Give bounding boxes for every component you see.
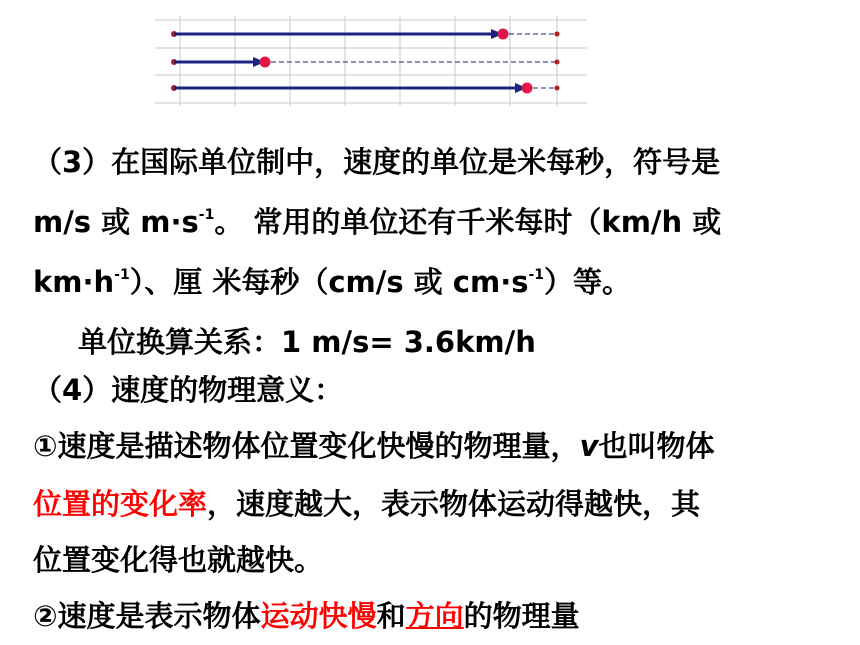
para3-line3-b: ）、厘 米每秒（cm/s 或 cm·s <box>129 265 529 299</box>
motion-arrows-diagram <box>155 16 587 106</box>
para3-line1-text: （3）在国际单位制中，速度的单位是米每秒，符号是 <box>33 145 721 179</box>
para3-line2-b: 。 常用的单位还有千米每时（km/h 或 <box>214 205 722 239</box>
para3-line2-sup: -1 <box>198 207 215 223</box>
para4-line4-mid: 和 <box>376 599 406 633</box>
para3-line3-sup2: -1 <box>528 267 545 283</box>
para4-line4-b: 的物理量 <box>463 599 580 633</box>
para3-line3-c: ）等。 <box>544 265 632 299</box>
rate-of-change-highlight: 位置的变化率 <box>33 487 208 521</box>
para3-line1 <box>33 142 720 182</box>
speed-highlight: 运动快慢 <box>260 599 377 633</box>
para4-line2-b: ，速度越大，表示物体运动得越快，其 <box>207 487 701 521</box>
para4-line3-text: 位置变化得也就越快。 <box>33 543 324 577</box>
velocity-symbol: v <box>579 429 599 463</box>
conversion-text: 单位换算关系：1 m/s= 3.6km/h <box>78 325 536 359</box>
para4-line1-b: 也叫物体 <box>598 429 715 463</box>
para3-line3-sup: -1 <box>114 267 130 283</box>
para3-line2 <box>33 202 721 242</box>
para4-heading <box>33 370 343 410</box>
arrow-row-1 <box>171 29 560 40</box>
para4-line1-a: ①速度是描述物体位置变化快慢的物理量， <box>33 429 580 463</box>
para4-line4 <box>33 596 580 636</box>
para3-line3-a: km·h <box>33 265 115 299</box>
arrow-row-3 <box>171 83 560 94</box>
direction-highlight: 方向 <box>405 599 464 633</box>
para4-line4-a: ②速度是表示物体 <box>33 599 261 633</box>
para4-heading-text: （4）速度的物理意义： <box>33 373 344 407</box>
para4-line3 <box>33 540 323 580</box>
para4-line2 <box>33 484 700 524</box>
para3-line3 <box>33 262 631 302</box>
para3-line2-a: m/s 或 m·s <box>33 205 199 239</box>
arrow-row-2 <box>171 57 560 68</box>
para4-line1 <box>33 426 714 466</box>
conversion-line <box>78 322 536 362</box>
